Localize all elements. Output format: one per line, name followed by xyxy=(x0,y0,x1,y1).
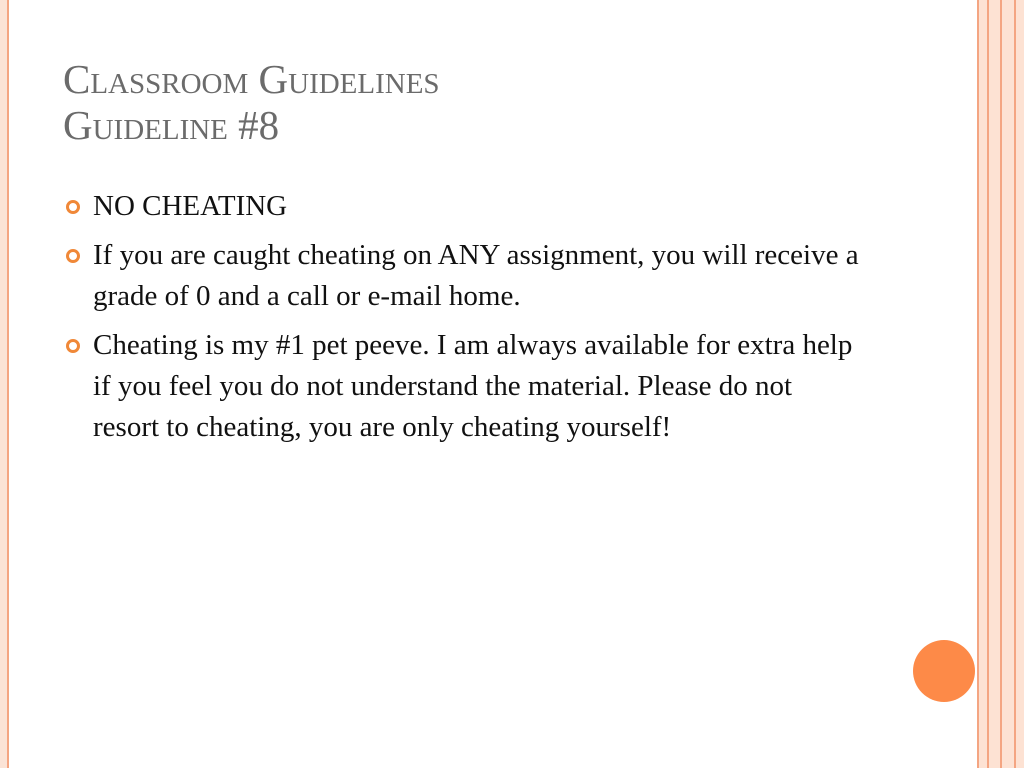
bullet-text: Cheating is my #1 pet peeve. I am always available for extra help if you feel you do not understand the material. Please do not resort to cheating, you are only cheating yourself! xyxy=(93,329,853,443)
right-decorative-stripe xyxy=(989,0,1000,768)
right-decorative-stripe xyxy=(1016,0,1024,768)
bullet-list xyxy=(64,186,864,456)
bullet-item-pet-peeve xyxy=(64,325,864,448)
left-decorative-band xyxy=(0,0,9,768)
bullet-circle-icon xyxy=(66,249,80,263)
slide-title xyxy=(63,56,943,148)
slide-title-line-1: Classroom Guidelines xyxy=(63,56,440,102)
bullet-text: NO CHEATING xyxy=(93,190,288,222)
right-decorative-stripe xyxy=(1002,0,1014,768)
orange-accent-circle xyxy=(913,640,975,702)
bullet-circle-icon xyxy=(66,200,80,214)
right-decorative-stripe xyxy=(979,0,987,768)
slide-title-line-2: Guideline #8 xyxy=(63,102,280,148)
bullet-item-no-cheating xyxy=(64,186,864,227)
bullet-circle-icon xyxy=(66,339,80,353)
bullet-text: If you are caught cheating on ANY assignment, you will receive a grade of 0 and a call or e-mail home. xyxy=(93,239,859,312)
bullet-item-consequence xyxy=(64,235,864,317)
